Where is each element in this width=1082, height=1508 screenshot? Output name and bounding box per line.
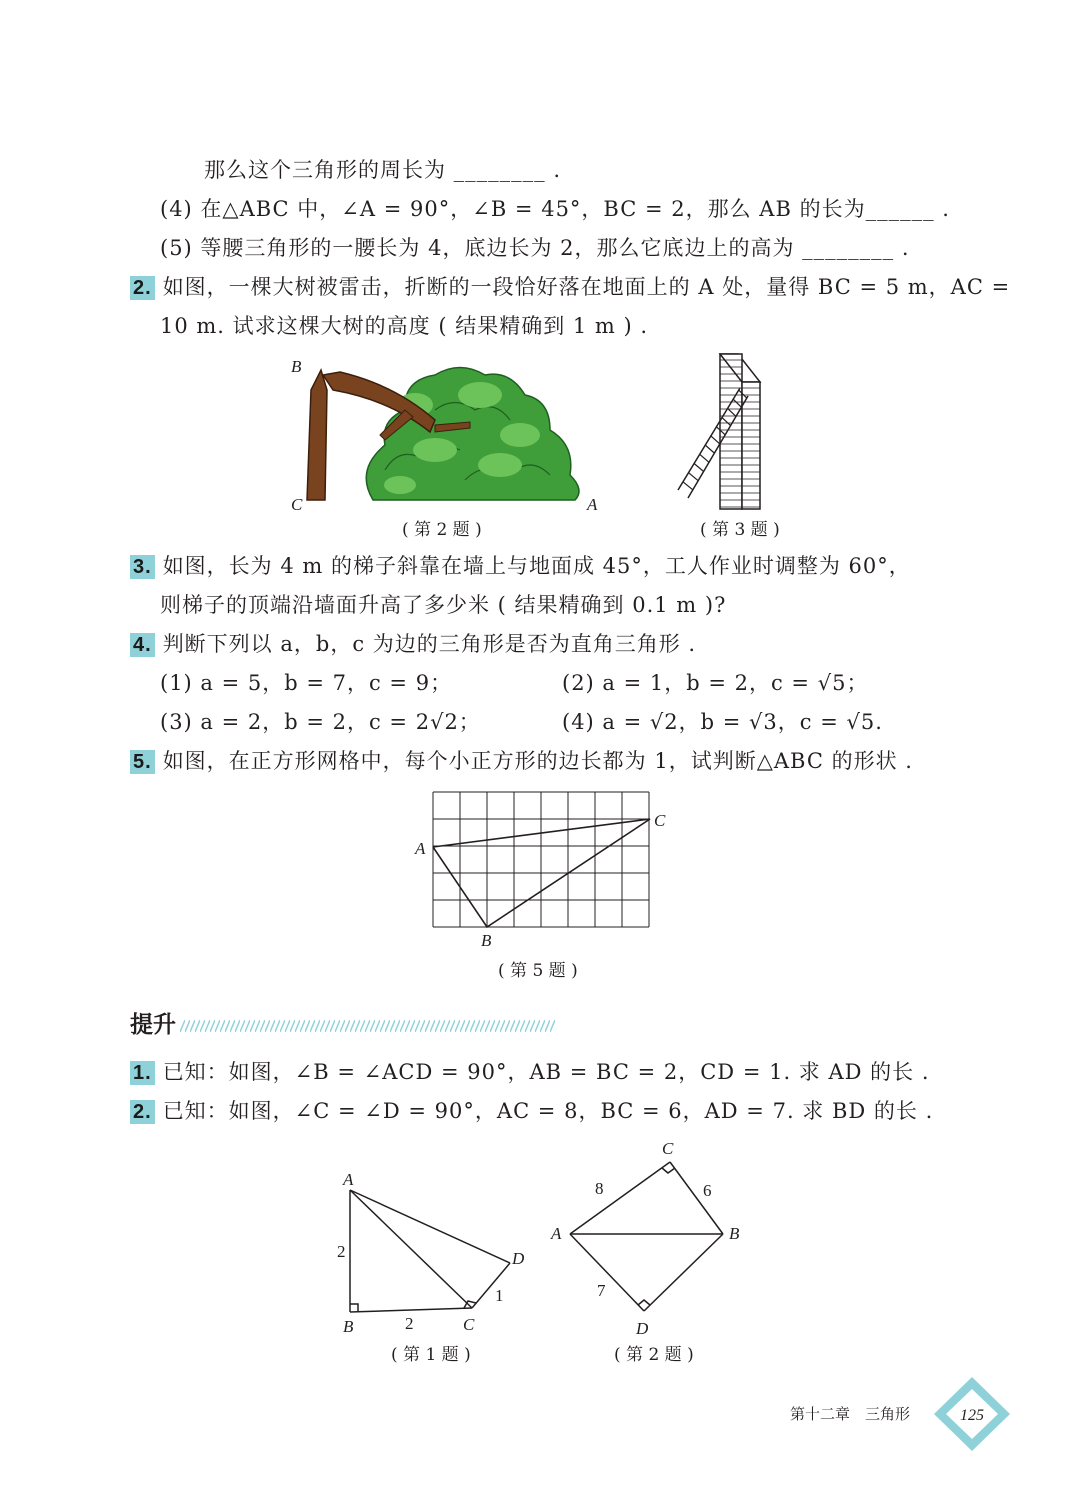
footer-chapter: 第十二章 三角形	[790, 1405, 911, 1423]
t1-len-bc: 2	[405, 1314, 414, 1333]
grid-label-b: B	[481, 931, 492, 950]
caption-fig-q2: ( 第 2 题 )	[402, 520, 482, 540]
grid-label-c: C	[654, 811, 666, 830]
square-grid	[433, 792, 649, 927]
quad-abcd-1	[350, 1190, 510, 1312]
caption-fig-t1: ( 第 1 题 )	[391, 1345, 471, 1365]
improve-question-1	[130, 1057, 930, 1087]
question-number: 1.	[130, 1061, 155, 1085]
t2-len-bc: 6	[703, 1181, 712, 1200]
t2-label-c: C	[662, 1139, 674, 1158]
text-line-2: (4) 在△ABC 中，∠A = 90°，∠B = 45°，BC = 2，那么 AB 的长为______ .	[160, 197, 950, 221]
t1-label-a: A	[343, 1170, 354, 1189]
ladder-rung	[694, 463, 703, 471]
question-text: 如图，在正方形网格中，每个小正方形的边长都为 1，试判断△ABC 的形状 .	[162, 749, 913, 773]
ladder-rung	[683, 482, 693, 490]
section-title: 提升	[130, 1012, 176, 1038]
text-line-3: (5) 等腰三角形的一腰长为 4，底边长为 2，那么它底边上的高为 ________ .	[160, 236, 910, 260]
t2-len-ad: 7	[597, 1281, 606, 1300]
question-text: 已知：如图，∠B = ∠ACD = 90°，AB = BC = 2，CD = 1. 求 AD 的长 .	[162, 1060, 930, 1084]
question-2-cont: 10 m. 试求这棵大树的高度 ( 结果精确到 1 m ) .	[160, 314, 649, 338]
ladder-rung	[705, 445, 714, 453]
tree-label-c: C	[291, 495, 303, 514]
q4-item-1: (1) a = 5，b = 7，c = 9；	[160, 671, 453, 695]
caption-fig-t2: ( 第 2 题 )	[614, 1345, 694, 1365]
t1-label-c: C	[463, 1315, 475, 1334]
q4-item-4: (4) a = √2，b = √3，c = √5.	[562, 710, 883, 734]
question-3-cont: 则梯子的顶端沿墙面升高了多少米 ( 结果精确到 0.1 m )?	[160, 593, 727, 617]
question-5	[130, 746, 913, 776]
t1-label-d: D	[512, 1249, 525, 1268]
tree-label-a: A	[587, 495, 598, 514]
question-3	[130, 551, 911, 581]
question-text: 如图，长为 4 m 的梯子斜靠在墙上与地面成 45°，工人作业时调整为 60°，	[162, 554, 911, 578]
question-4	[130, 629, 696, 659]
tree-label-b: B	[291, 357, 302, 376]
ladder-rung	[711, 436, 720, 444]
question-number: 3.	[130, 555, 155, 579]
question-2	[130, 272, 1010, 302]
question-text: 已知：如图，∠C = ∠D = 90°，AC = 8，BC = 6，AD = 7. 求 BD 的长 .	[162, 1099, 934, 1123]
page-number: 125	[960, 1407, 984, 1424]
text-line-1: 那么这个三角形的周长为 ________ .	[204, 158, 562, 182]
t2-len-ac: 8	[595, 1179, 604, 1198]
t1-len-cd: 1	[495, 1286, 504, 1305]
improve-question-2	[130, 1096, 933, 1126]
t2-label-b: B	[729, 1224, 740, 1243]
caption-fig-q5: ( 第 5 题 )	[498, 961, 578, 981]
tree-figure	[285, 350, 610, 520]
question-text: 判断下列以 a，b，c 为边的三角形是否为直角三角形 .	[162, 632, 697, 656]
t1-len-ab: 2	[337, 1242, 346, 1261]
t1-label-b: B	[343, 1317, 354, 1336]
grid-figure	[405, 785, 685, 955]
question-number: 2.	[130, 276, 155, 300]
tree-foliage	[366, 368, 579, 501]
section-hatch	[180, 1020, 555, 1032]
question-text: 如图，一棵大树被雷击，折断的一段恰好落在地面上的 A 处，量得 BC = 5 m，AC =	[162, 275, 1011, 299]
grid-label-a: A	[415, 839, 426, 858]
quad-acbd	[570, 1162, 723, 1311]
q4-item-2: (2) a = 1，b = 2，c = √5；	[562, 671, 869, 695]
ladder-rung	[689, 473, 699, 481]
ladder-rung	[700, 454, 709, 462]
question-number: 2.	[130, 1100, 155, 1124]
question-number: 4.	[130, 633, 155, 657]
page-number-badge	[930, 1375, 1014, 1453]
figure-t2	[545, 1135, 760, 1340]
question-number: 5.	[130, 750, 155, 774]
figure-t1	[330, 1165, 540, 1345]
caption-fig-q3: ( 第 3 题 )	[700, 520, 780, 540]
wall-ladder-figure	[670, 350, 795, 515]
t2-label-d: D	[636, 1319, 649, 1338]
q4-item-3: (3) a = 2，b = 2，c = 2√2；	[160, 710, 481, 734]
t2-label-a: A	[551, 1224, 562, 1243]
